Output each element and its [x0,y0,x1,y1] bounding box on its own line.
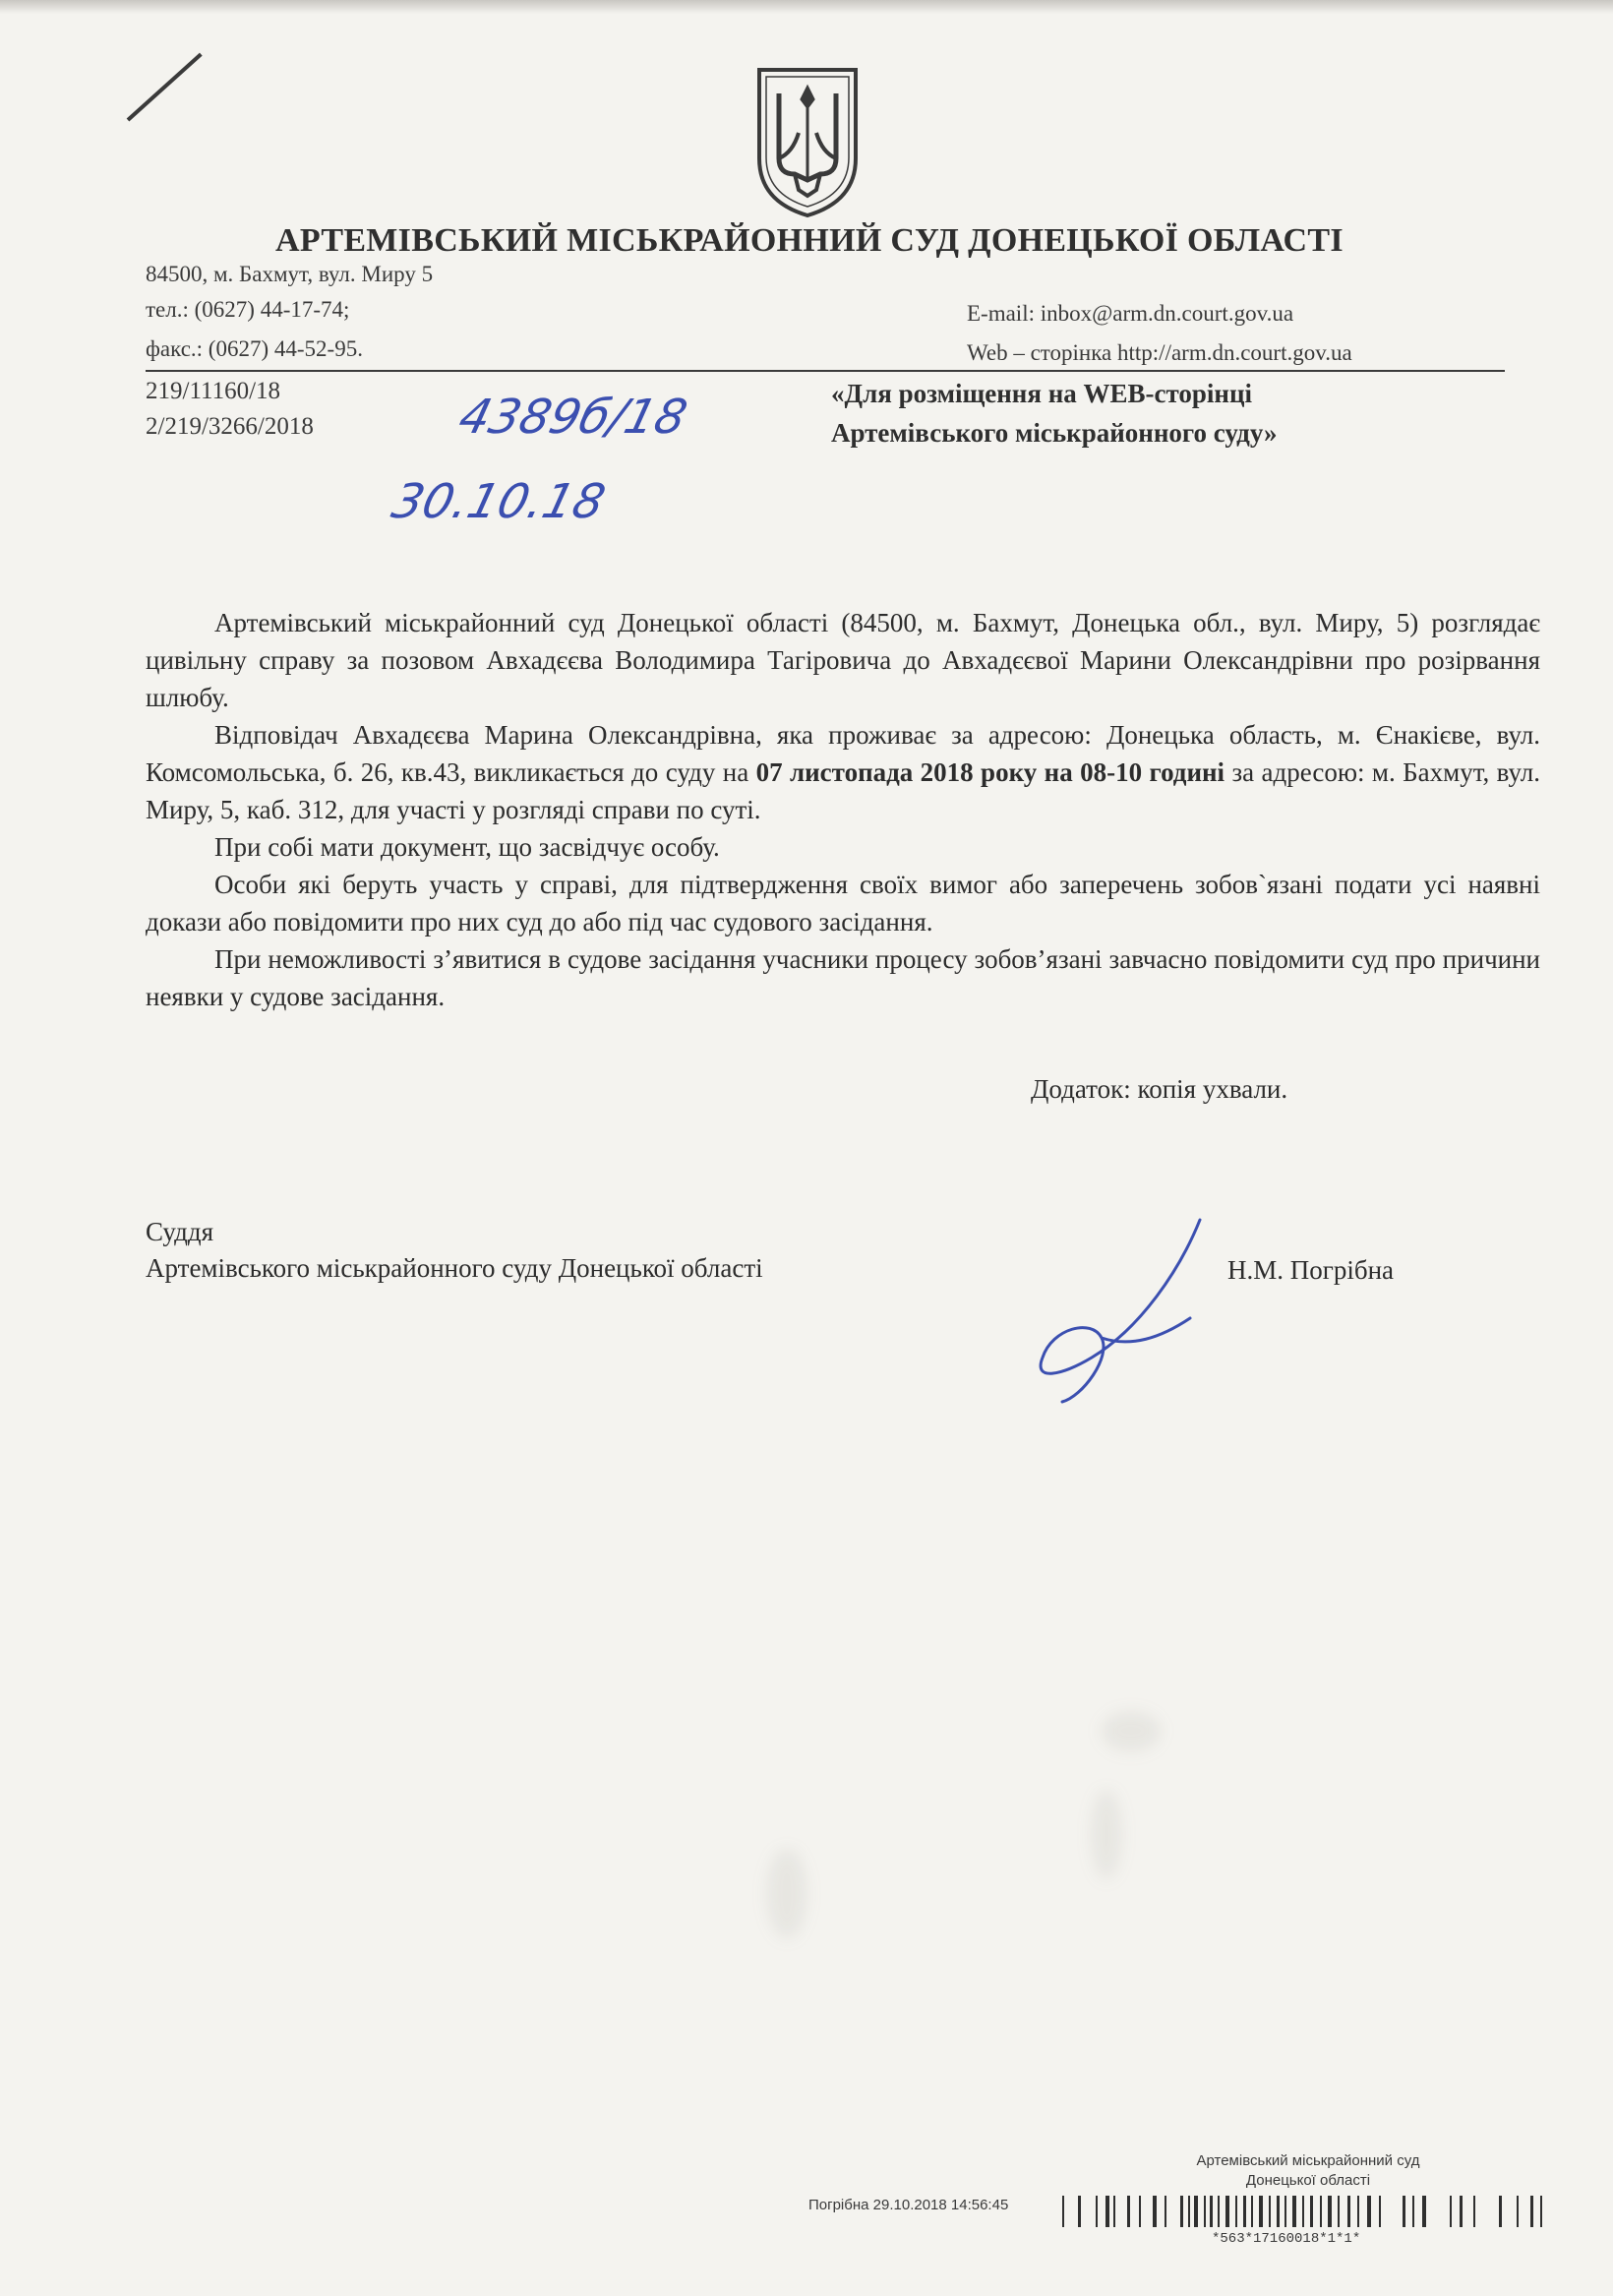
summons-text-start: Відповідач Авхадєєва Марина Олександрівна, яка проживає за адресою: Донецька область, м. Єнакієве, вул. Комсомольська, б. 26, кв.43, викликається до суду на [146,720,1540,787]
court-phone: тел.: (0627) 44-17-74; [146,297,350,322]
paragraph-id: При собі мати документ, що засвідчує особу. [214,832,720,862]
web-note-line-2: Артемівського міськрайонного суду» [831,418,1278,448]
scan-edge [0,0,1613,14]
paragraph-absence: При неможливості з’явитися в судове засідання учасники процесу зобов’язані завчасно повідомити суд про причини неявки у судове засідання. [146,944,1540,1011]
paragraph-case: Артемівський міськрайонний суд Донецької області (84500, м. Бахмут, Донецька обл., вул. Миру, 5) розглядає цивільну справу за позовом Авхадєєва Володимира Тагіровича до Авхадєєвої Марини Олександрівни про розірвання шлюбу. [146,608,1540,712]
judge-signature [1023,1210,1229,1407]
paragraph-summons [146,716,1540,828]
stamp-court-line-2: Донецької області [1245,2172,1371,2189]
case-number-1: 219/11160/18 [146,378,281,404]
summons-text-end: за адресою: м. Бахмут, вул. Миру, 5, каб. 312, для участі у розгляді справи по суті. [146,757,1540,824]
court-address: 84500, м. Бахмут, вул. Миру 5 [146,262,434,286]
stamp-court-line-1: Артемівський міськрайонний суд [1196,2152,1420,2169]
barcode-icon [1062,2192,1544,2231]
court-title: АРТЕМІВСЬКИЙ МІСЬКРАЙОННИЙ СУД ДОНЕЦЬКОЇ ОБЛАСТІ [275,222,1344,259]
judge-title-line-1: Суддя [146,1217,214,1246]
trident-coat-of-arms-icon [749,64,866,219]
registration-timestamp: Погрібна 29.10.2018 14:56:45 [808,2197,1009,2213]
barcode-number: *563*17160018*1*1* [1212,2231,1361,2247]
court-fax: факс.: (0627) 44-52-95. [146,336,363,361]
scan-smudge [767,1849,806,1938]
case-number-2: 2/219/3266/2018 [146,413,314,440]
pen-mark [127,53,203,122]
web-note-line-1: «Для розміщення на WEB-сторінці [831,379,1253,408]
handwritten-date: 30.10.18 [387,474,611,529]
hearing-datetime: 07 листопада 2018 року на 08-10 годині [755,757,1225,787]
handwritten-registration-number: 4389б/18 [453,390,692,445]
registration-stamp [1161,2151,1456,2191]
appendix-note: Додаток: копія ухвали. [1031,1074,1288,1104]
judge-name: Н.М. Погрібна [1227,1255,1395,1285]
notice-body [146,604,1540,1015]
court-website: Web – сторінка http://arm.dn.court.gov.ua [967,340,1352,365]
header-divider [146,370,1505,372]
scan-smudge [1102,1712,1161,1751]
scan-smudge [1092,1790,1121,1879]
paragraph-evidence: Особи які беруть участь у справі, для підтвердження своїх вимог або заперечень зобов`язані подати усі наявні докази або повідомити про них суд до або під час судового засідання. [146,870,1540,937]
judge-title-line-2: Артемівського міськрайонного суду Донецької області [146,1253,763,1283]
judge-title [146,1214,763,1287]
web-publication-note [831,374,1278,453]
court-email: E-mail: inbox@arm.dn.court.gov.ua [967,301,1294,326]
